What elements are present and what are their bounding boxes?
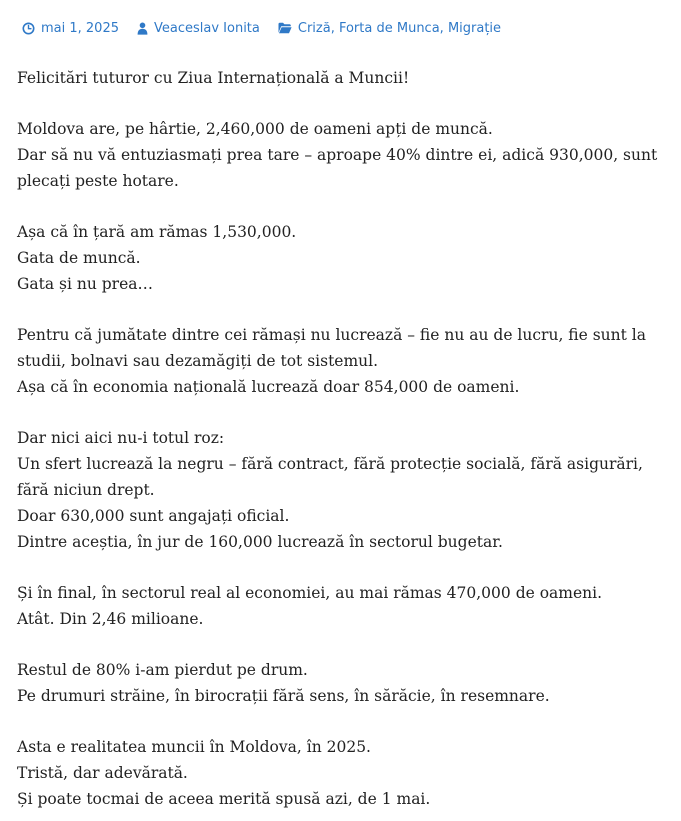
- post-meta: [22, 19, 519, 37]
- article-line: Felicitări tuturor cu Ziua Internațională a Muncii!: [17, 69, 410, 87]
- article-paragraph: [17, 65, 667, 91]
- category-separator: ,: [439, 20, 448, 36]
- article-line: Pe drumuri străine, în birocrații fără sens, în sărăcie, în resemnare.: [17, 687, 550, 705]
- article-line: Gata de muncă.: [17, 249, 141, 267]
- article-paragraph: [17, 322, 667, 400]
- article-line: Dintre aceștia, în jur de 160,000 lucrează în sectorul bugetar.: [17, 533, 503, 551]
- post-date[interactable]: [22, 21, 119, 36]
- article-line: Atât. Din 2,46 milioane.: [17, 610, 204, 628]
- article-line: Așa că în țară am rămas 1,530,000.: [17, 223, 297, 241]
- article-line: Pentru că jumătate dintre cei rămași nu lucrează – fie nu au de lucru, fie sunt la studii, bolnavi sau dezamăgiți de tot sistemul.: [17, 326, 647, 370]
- article-paragraph: [17, 734, 667, 812]
- post-author-link[interactable]: Veaceslav Ionita: [154, 20, 260, 36]
- article-line: Dar să nu vă entuziasmați prea tare – aproape 40% dintre ei, adică 930,000, sunt plecați peste hotare.: [17, 146, 658, 190]
- article-body: [17, 65, 667, 821]
- article-paragraph: [17, 580, 667, 632]
- article-line: Moldova are, pe hârtie, 2,460,000 de oameni apți de muncă.: [17, 120, 493, 138]
- post-categories: [278, 21, 501, 36]
- article-paragraph: [17, 657, 667, 709]
- article-line: Și în final, în sectorul real al economiei, au mai rămas 470,000 de oameni.: [17, 584, 603, 602]
- article-paragraph: [17, 425, 667, 555]
- category-list: [298, 21, 501, 36]
- category-link[interactable]: Criză: [297, 20, 331, 36]
- article-line: Un sfert lucrează la negru – fără contract, fără protecție socială, fără asigurări, fără niciun drept.: [17, 455, 643, 499]
- post-date-link[interactable]: mai 1, 2025: [41, 20, 119, 36]
- article-paragraph: [17, 219, 667, 297]
- article-paragraph: [17, 116, 667, 194]
- category-link[interactable]: Migrație: [447, 20, 502, 36]
- article-line: Așa că în economia națională lucrează doar 854,000 de oameni.: [17, 378, 520, 396]
- folder-icon: [278, 22, 292, 34]
- user-icon: [137, 22, 148, 35]
- article-line: Gata și nu prea…: [17, 275, 153, 293]
- article-line: Dar nici aici nu-i totul roz:: [17, 429, 225, 447]
- article-line: Restul de 80% i-am pierdut pe drum.: [17, 661, 308, 679]
- article-line: Și poate tocmai de aceea merită spusă azi, de 1 mai.: [17, 790, 431, 808]
- post-author[interactable]: [137, 21, 260, 36]
- clock-icon: [22, 22, 35, 35]
- category-separator: ,: [330, 20, 339, 36]
- category-link[interactable]: Forta de Munca: [338, 20, 440, 36]
- article-line: Asta e realitatea muncii în Moldova, în 2025.: [17, 738, 371, 756]
- article-line: Doar 630,000 sunt angajați oficial.: [17, 507, 290, 525]
- article-line: Tristă, dar adevărată.: [17, 764, 188, 782]
